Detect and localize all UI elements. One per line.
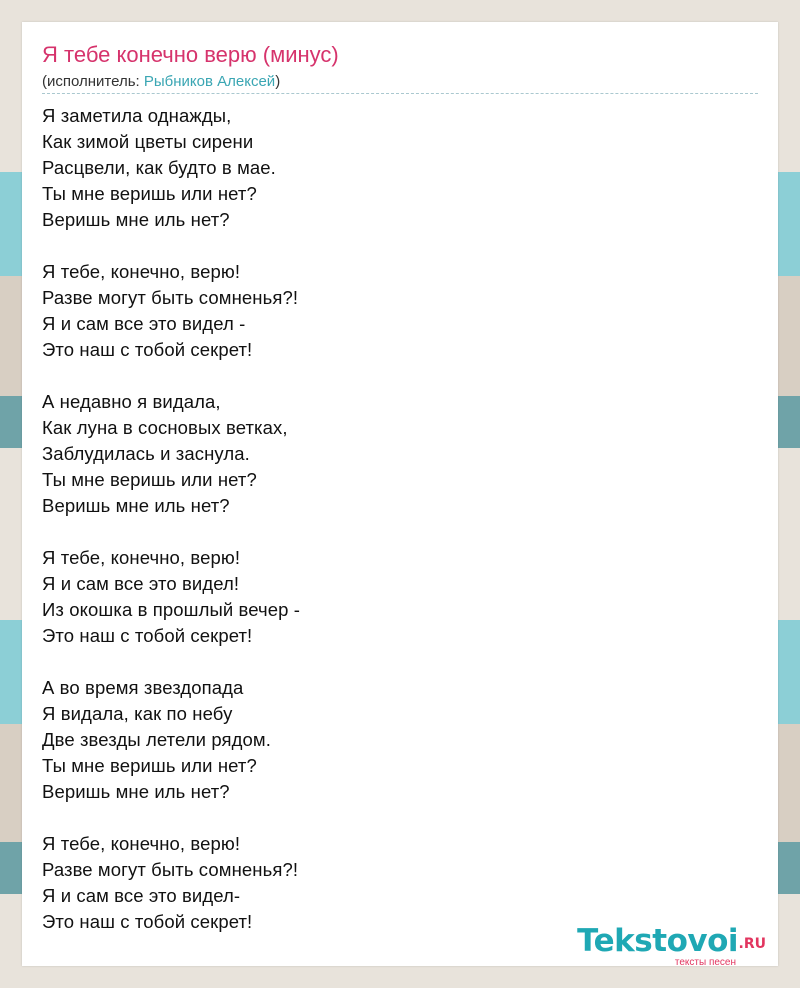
logo-tld: .RU <box>738 936 766 952</box>
lyric-line: Это наш с тобой секрет! <box>42 625 253 646</box>
lyric-line: Я заметила однажды, <box>42 105 232 126</box>
dashed-divider <box>42 93 758 94</box>
site-logo[interactable] <box>556 924 766 970</box>
stanza <box>42 831 742 935</box>
lyric-line: Я видала, как по небу <box>42 703 233 724</box>
lyrics-card <box>22 22 778 966</box>
artist-prefix: (исполнитель: <box>42 73 144 90</box>
lyric-line: Как луна в сосновых ветках, <box>42 417 288 438</box>
lyric-line: Я тебе, конечно, верю! <box>42 547 241 568</box>
artist-link[interactable]: Рыбников Алексей <box>143 73 276 90</box>
lyric-line: Расцвели, как будто в мае. <box>42 157 276 178</box>
lyric-line: Разве могут быть сомненья?! <box>42 287 299 308</box>
lyric-line: Заблудилась и заснула. <box>42 443 250 464</box>
lyric-line: А во время звездопада <box>42 677 244 698</box>
stanza <box>42 389 742 519</box>
lyrics-text <box>42 103 742 935</box>
lyric-line: Веришь мне иль нет? <box>42 781 230 802</box>
lyric-line: Веришь мне иль нет? <box>42 209 230 230</box>
artist-line <box>42 73 280 90</box>
lyric-line: Ты мне веришь или нет? <box>42 755 257 776</box>
stanza <box>42 545 742 649</box>
artist-suffix: ) <box>275 73 281 90</box>
logo-subtitle: тексты песен <box>674 957 736 968</box>
lyric-line: Я и сам все это видел - <box>42 313 246 334</box>
lyric-line: Я тебе, конечно, верю! <box>42 261 241 282</box>
lyric-line: Я тебе, конечно, верю! <box>42 833 241 854</box>
lyric-line: Ты мне веришь или нет? <box>42 469 257 490</box>
lyric-line: Ты мне веришь или нет? <box>42 183 257 204</box>
stanza <box>42 675 742 805</box>
lyric-line: Веришь мне иль нет? <box>42 495 230 516</box>
stanza <box>42 259 742 363</box>
lyric-line: Это наш с тобой секрет! <box>42 339 253 360</box>
lyric-line: Я и сам все это видел! <box>42 573 240 594</box>
lyric-line: Из окошка в прошлый вечер - <box>42 599 301 620</box>
lyric-line: Как зимой цветы сирени <box>42 131 254 152</box>
logo-wordmark: Tekstovoi <box>577 923 738 959</box>
stanza <box>42 103 742 233</box>
lyric-line: Разве могут быть сомненья?! <box>42 859 299 880</box>
lyric-line: Это наш с тобой секрет! <box>42 911 253 932</box>
lyric-line: Две звезды летели рядом. <box>42 729 271 750</box>
lyric-line: Я и сам все это видел- <box>42 885 241 906</box>
lyric-line: А недавно я видала, <box>42 391 221 412</box>
song-title: Я тебе конечно верю (минус) <box>42 42 339 67</box>
